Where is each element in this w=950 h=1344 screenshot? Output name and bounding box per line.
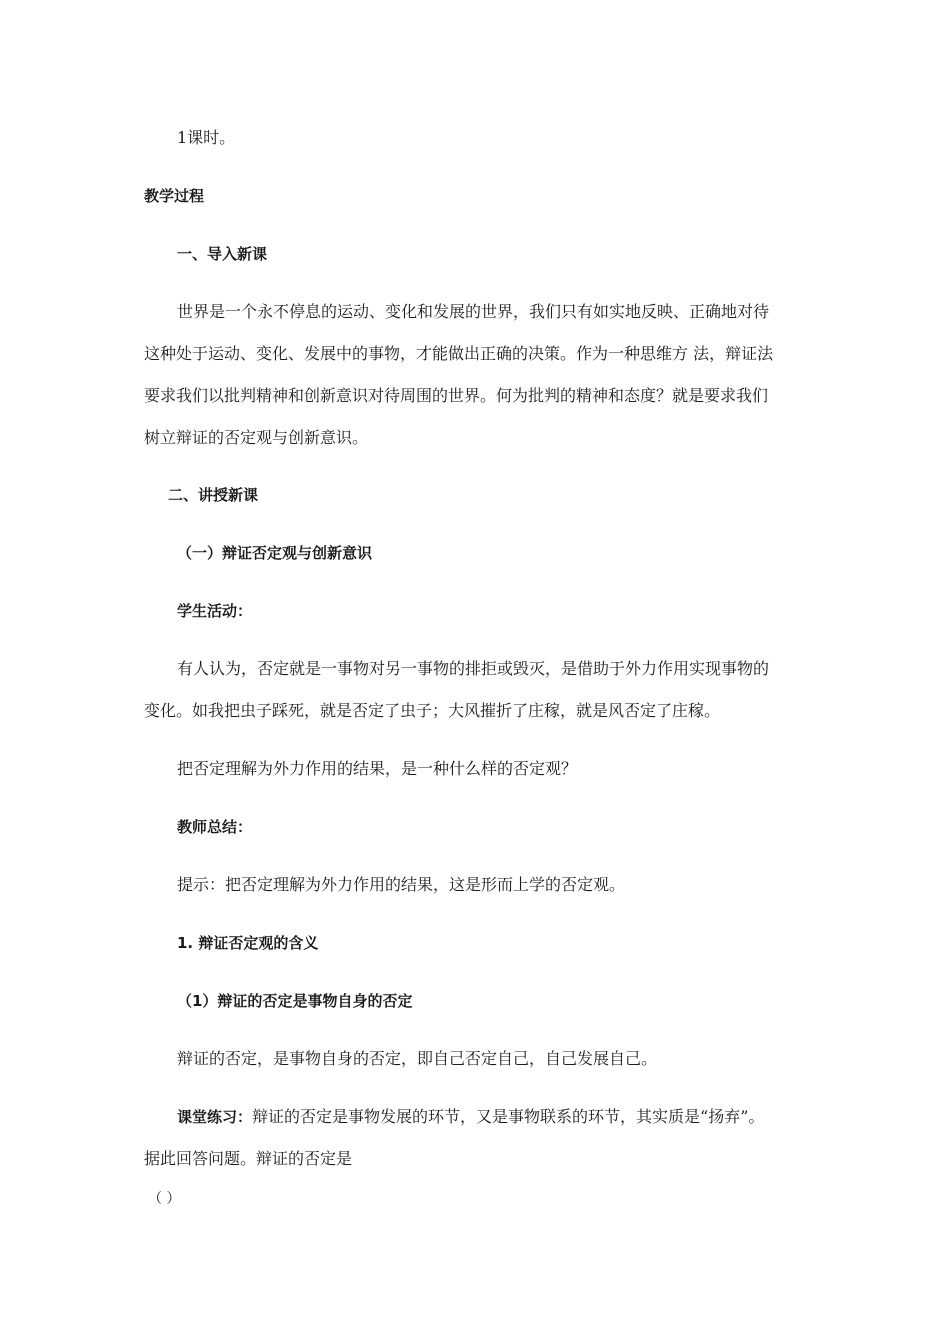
- student-activity-label: 学生活动：: [177, 602, 253, 620]
- point1-text: 辩证的否定，是事物自身的否定，即自己否定自己，自己发展自己。: [177, 1049, 658, 1068]
- section-teach-title: 二、讲授新课: [168, 486, 259, 504]
- heading-teaching-process: 教学过程: [144, 187, 205, 205]
- activity-line: 变化。如我把虫子踩死，就是否定了虫子；大风摧折了庄稼，就是风否定了庄稼。: [144, 701, 721, 720]
- hint-text: 提示：把否定理解为外力作用的结果，这是形而上学的否定观。: [177, 875, 626, 894]
- point1-subtitle: （1）辩证的否定是事物自身的否定: [177, 992, 413, 1010]
- point1-title: 1. 辩证否定观的含义: [177, 934, 319, 952]
- exercise-text: 辩证的否定是事物发展的环节，又是事物联系的环节，其实质是“扬弃”。: [252, 1107, 765, 1126]
- subsection-title: （一）辩证否定观与创新意识: [177, 544, 373, 562]
- intro-paragraph-line: 要求我们以批判精神和创新意识对待周围的世界。何为批判的精神和态度？就是要求我们: [144, 386, 769, 405]
- exercise-label: 课堂练习：: [177, 1108, 253, 1126]
- question-text: 把否定理解为外力作用的结果，是一种什么样的否定观？: [177, 759, 578, 778]
- section-intro-title: 一、导入新课: [177, 245, 268, 263]
- intro-paragraph-line: 树立辩证的否定观与创新意识。: [144, 428, 369, 447]
- exercise-line: [177, 1107, 764, 1127]
- activity-line: 有人认为，否定就是一事物对另一事物的排拒或毁灭，是借助于外力作用实现事物的: [177, 659, 770, 678]
- intro-paragraph-line: 世界是一个永不停息的运动、变化和发展的世界，我们只有如实地反映、正确地对待: [177, 302, 770, 321]
- teacher-summary-label: 教师总结：: [177, 818, 253, 836]
- answer-blank: （ ）: [148, 1191, 181, 1207]
- exercise-continuation: 据此回答问题。辩证的否定是: [144, 1149, 353, 1168]
- lesson-hours: 1课时。: [177, 128, 236, 147]
- intro-paragraph-line: 这种处于运动、变化、发展中的事物，才能做出正确的决策。作为一种思维方 法，辩证法: [144, 344, 774, 363]
